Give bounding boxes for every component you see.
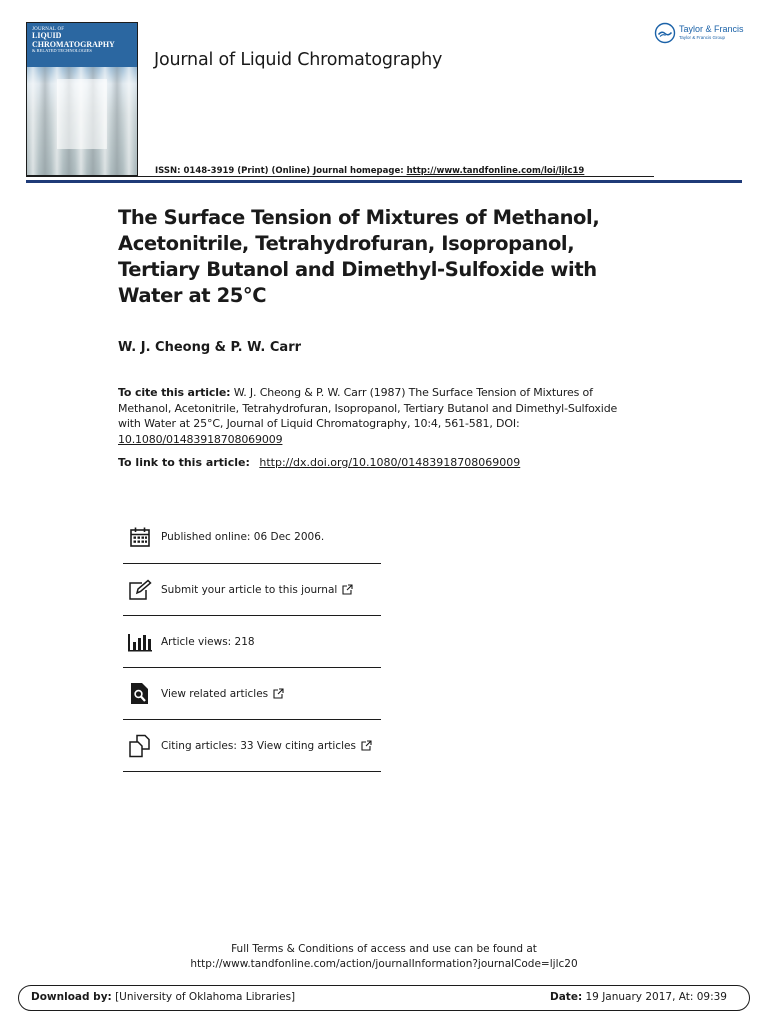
submit-article-item[interactable] xyxy=(123,564,381,616)
cover-contents-box xyxy=(57,79,107,149)
taylor-francis-logo-icon xyxy=(654,22,676,44)
bar-chart-icon xyxy=(127,629,153,655)
article-link-label: To link to this article: xyxy=(118,456,250,469)
article-title-line: The Surface Tension of Mixtures of Methanol, xyxy=(118,206,600,229)
document-search-icon xyxy=(127,681,153,707)
cover-masthead xyxy=(27,23,137,67)
citation-doi-link[interactable]: 10.1080/01483918708069009 xyxy=(118,432,283,446)
cover-line-1: JOURNAL OF xyxy=(32,27,65,32)
related-articles-link[interactable]: View related articles xyxy=(161,687,269,700)
publisher-logo xyxy=(654,22,744,44)
download-by xyxy=(31,991,295,1003)
article-link-line xyxy=(118,456,520,469)
citing-documents-icon xyxy=(127,733,153,759)
publisher-name: Taylor & Francis xyxy=(679,24,744,35)
download-by-value: [University of Oklahoma Libraries] xyxy=(115,991,296,1003)
published-online-text: Published online: 06 Dec 2006. xyxy=(161,531,325,543)
cover-line-3: CHROMATOGRAPHY xyxy=(32,39,115,49)
submit-article-link[interactable]: Submit your article to this journal xyxy=(161,583,338,596)
publisher-group: Taylor & Francis Group xyxy=(679,35,726,41)
article-title-line: Water at 25°C xyxy=(118,284,267,307)
download-date-label: Date: xyxy=(550,991,583,1003)
download-date-value: 19 January 2017, At: 09:39 xyxy=(585,991,727,1003)
article-title xyxy=(118,205,638,309)
external-link-icon xyxy=(273,688,284,699)
external-link-icon xyxy=(342,584,353,595)
article-views-item xyxy=(123,616,381,668)
citation-text: W. J. Cheong & P. W. Carr (1987) The Surface Tension of Mixtures of Methanol, Acetonitrile, Tetrahydrofuran, Isopropanol, Tertiary Butanol and Dimethyl-Sulfoxide with Water at 25°C, Journal of Liquid Chromatography, 10:4, 561-581, DOI: xyxy=(118,386,618,430)
article-title-line: Acetonitrile, Tetrahydrofuran, Isopropanol, xyxy=(118,232,575,255)
download-info-bar xyxy=(18,985,750,1011)
published-online-item xyxy=(123,511,381,564)
journal-title: Journal of Liquid Chromatography xyxy=(154,50,443,70)
related-articles-item[interactable] xyxy=(123,668,381,720)
article-title-line: Tertiary Butanol and Dimethyl-Sulfoxide with xyxy=(118,258,597,281)
download-by-label: Download by: xyxy=(31,991,112,1003)
terms-of-use xyxy=(0,942,768,972)
terms-url[interactable]: http://www.tandfonline.com/action/journalInformation?journalCode=ljlc20 xyxy=(190,958,578,970)
issn-line xyxy=(155,166,584,176)
calendar-icon xyxy=(127,524,153,550)
header-divider-accent xyxy=(26,180,742,183)
issn-text: ISSN: 0148-3919 (Print) (Online) Journal homepage: xyxy=(155,166,404,176)
cover-line-4: & RELATED TECHNOLOGIES xyxy=(32,48,92,54)
edit-pencil-icon xyxy=(127,577,153,603)
article-views-text: Article views: 218 xyxy=(161,635,255,648)
citation-label: To cite this article: xyxy=(118,386,231,399)
terms-line: Full Terms & Conditions of access and use can be found at xyxy=(231,943,537,955)
external-link-icon xyxy=(361,740,372,751)
citing-articles-link[interactable]: Citing articles: 33 View citing articles xyxy=(161,739,356,752)
citation-block xyxy=(118,385,618,447)
citing-articles-item[interactable] xyxy=(123,720,381,772)
article-authors: W. J. Cheong & P. W. Carr xyxy=(118,340,302,355)
article-doi-url[interactable]: http://dx.doi.org/10.1080/01483918708069009 xyxy=(259,456,521,469)
journal-homepage-link[interactable]: http://www.tandfonline.com/loi/ljlc19 xyxy=(406,166,585,176)
journal-cover-image xyxy=(26,22,138,176)
header-divider xyxy=(26,176,654,177)
cover-line-2: LIQUID xyxy=(32,31,62,41)
article-meta-list xyxy=(123,511,381,772)
download-date xyxy=(550,991,727,1003)
